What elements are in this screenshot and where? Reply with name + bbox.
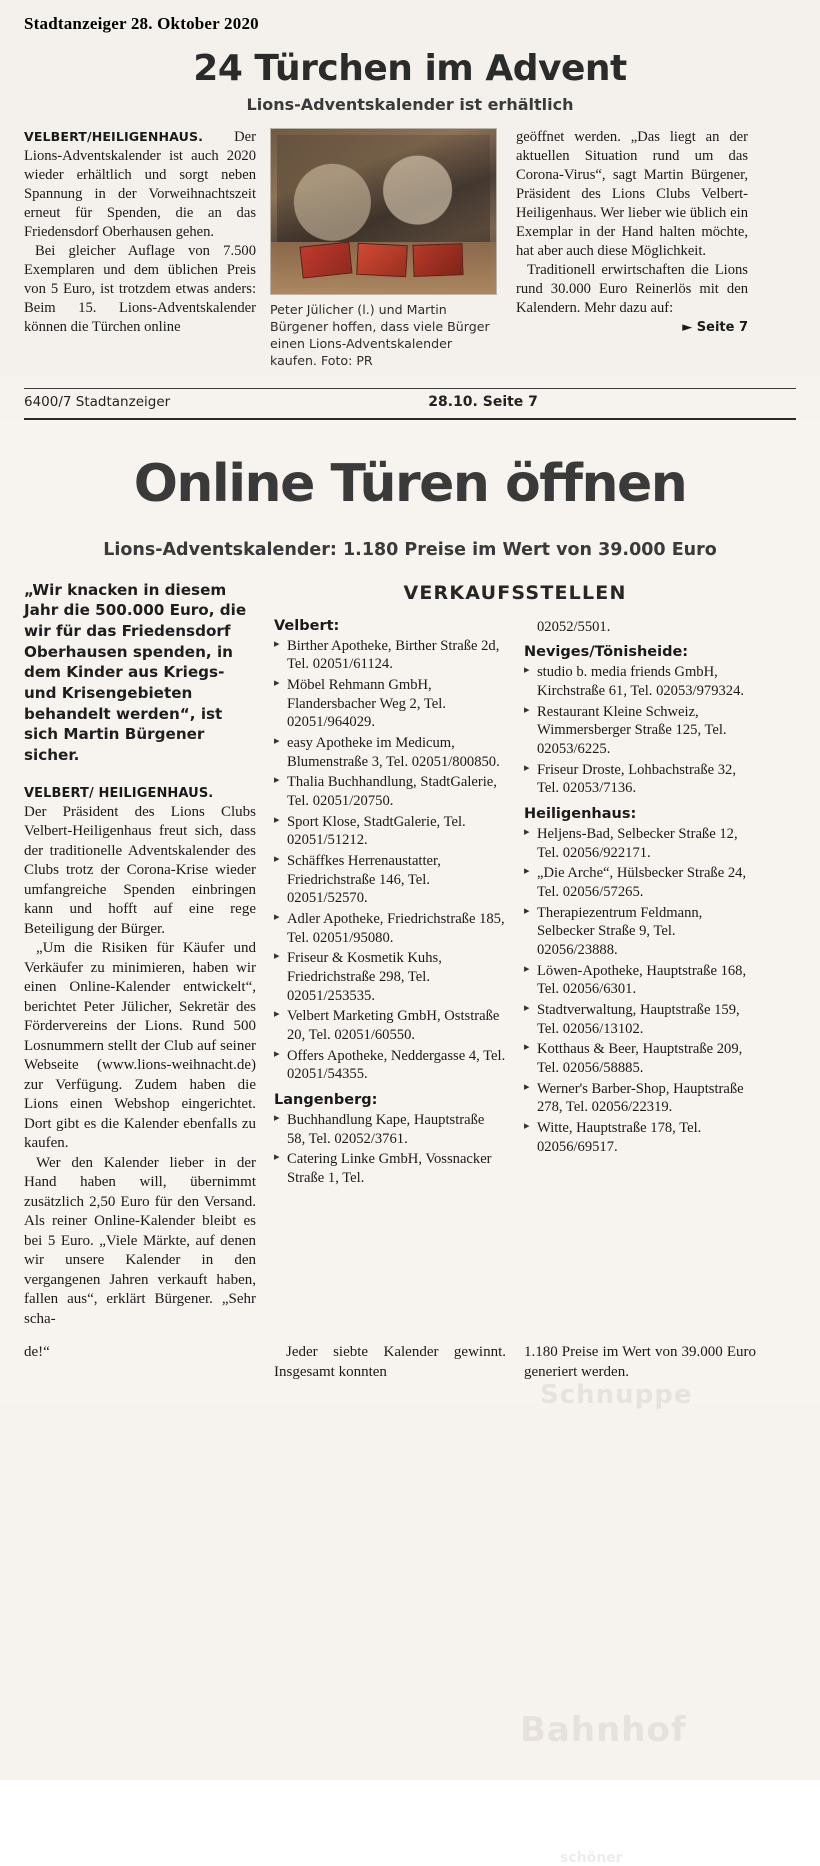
list-item: ▸ Therapiezentrum Feldmann, Selbecker Straße 9, Tel. 02056/23888. bbox=[524, 904, 756, 960]
top-paragraph bbox=[24, 128, 256, 242]
outlet-town-langenberg: Langenberg: bbox=[274, 1091, 378, 1108]
list-item: ▸ Werner's Barber-Shop, Hauptstraße 278, Tel. 02056/22319. bbox=[524, 1080, 756, 1117]
ghost-text-2: Bahnhof bbox=[520, 1709, 687, 1750]
list-item: ▸ Witte, Hauptstraße 178, Tel. 02056/69517. bbox=[524, 1119, 756, 1156]
body-paragraph-2: „Um die Risiken für Käufer und Verkäufer zu minimieren, haben wir einen Online-Kalender entwickelt“, berichtet Peter Jülicher, Sekretär des Fördervereins der Lions. Rund 500 Losnummern stellt der Club auf seiner Webseite (www.lions-weihnacht.de) zur Verfügung. Zudem haben die Lions einen Webshop eingerichtet. Dort gibt es die Kalender ebenfalls zu kaufen. bbox=[24, 940, 256, 1152]
article-photo bbox=[270, 128, 497, 295]
continuation-right-text: 1.180 Preise im Wert von 39.000 Euro generiert werden. bbox=[524, 1344, 756, 1380]
continuation-right bbox=[524, 1343, 756, 1382]
list-item: ▸ „Die Arche“, Hülsbecker Straße 24, Tel. 02056/57265. bbox=[524, 864, 756, 901]
top-columns bbox=[24, 128, 796, 370]
outlet-list-neviges bbox=[524, 663, 756, 798]
list-item: ▸ Kotthaus & Beer, Hauptstraße 209, Tel. 02056/58885. bbox=[524, 1040, 756, 1077]
list-item: ▸ Friseur Droste, Lohbachstraße 32, Tel. 02053/7136. bbox=[524, 761, 756, 798]
jump-reference[interactable]: ► Seite 7 bbox=[682, 319, 748, 335]
list-item: ▸ Löwen-Apotheke, Hauptstraße 168, Tel. 02056/6301. bbox=[524, 962, 756, 999]
top-column-1 bbox=[24, 128, 256, 337]
continuation-left-text: de!“ bbox=[24, 1344, 50, 1361]
ghost-text-3: schöner bbox=[560, 1849, 623, 1866]
outlet-continued-phone: 02052/5501. bbox=[537, 618, 611, 635]
list-item: ▸ Thalia Buchhandlung, StadtGalerie, Tel. 02051/20750. bbox=[274, 773, 506, 810]
photo-calendar-c bbox=[412, 243, 463, 277]
list-item: ▸ Restaurant Kleine Schweiz, Wimmersberger Straße 125, Tel. 02053/6225. bbox=[524, 703, 756, 759]
ghost-text-1: Schnuppe bbox=[540, 1379, 693, 1410]
top-subhead: Lions-Adventskalender ist erhältlich bbox=[246, 95, 574, 114]
top-col1-p2: Bei gleicher Auflage von 7.500 Exemplaren und dem üblichen Preis von 5 Euro, ist trotzdem etwas anders: Beim 15. Lions-Adventskalender können die Türchen online bbox=[24, 242, 256, 335]
outlet-list-velbert bbox=[274, 637, 506, 1084]
outlet-town-velbert: Velbert: bbox=[274, 617, 340, 634]
list-item: ▸ Stadtverwaltung, Hauptstraße 159, Tel. 02056/13102. bbox=[524, 1001, 756, 1038]
list-item: ▸ Sport Klose, StadtGalerie, Tel. 02051/51212. bbox=[274, 813, 506, 850]
outlet-column-right bbox=[524, 618, 756, 1190]
outlet-column-left bbox=[274, 618, 506, 1190]
bottom-article bbox=[0, 420, 820, 1866]
folio-left: 6400/7 Stadtanzeiger bbox=[24, 393, 171, 410]
continuation-left bbox=[24, 1343, 256, 1382]
top-column-3 bbox=[516, 128, 748, 337]
photo-credit: Foto: PR bbox=[320, 352, 373, 368]
bottom-headline: Online Türen öffnen bbox=[133, 453, 687, 514]
list-item: ▸ studio b. media friends GmbH, Kirchstraße 61, Tel. 02053/979324. bbox=[524, 663, 756, 700]
continuation-mid bbox=[274, 1343, 506, 1382]
list-item: ▸ Catering Linke GmbH, Vossnacker Straße 1, Tel. bbox=[274, 1150, 506, 1187]
outlets-block bbox=[274, 580, 756, 1190]
pull-quote: „Wir knacken in diesem Jahr die 500.000 Euro, die wir für das Friedensdorf Oberhausen spenden, in dem Kinder aus Kriegs- und Krisengebieten behandelt werden“, ist sich Martin Bürgener sicher. bbox=[24, 580, 247, 764]
list-item: ▸ Birther Apotheke, Birther Straße 2d, Tel. 02051/61124. bbox=[274, 637, 506, 674]
top-col3-p1: geöffnet werden. „Das liegt an der aktuellen Situation rund um das Corona-Virus“, sagt Martin Bürgener, Präsident des Lions Clubs Velbert-Heiligenhaus. Wer lieber wie üblich ein Exemplar in der Hand halten möchte, hat aber auch diese Möglichkeit. bbox=[516, 129, 748, 259]
outlet-list-langenberg bbox=[274, 1111, 506, 1188]
outlet-town-heiligenhaus: Heiligenhaus: bbox=[524, 805, 637, 822]
top-col1-p1: Der Lions-Adventskalender ist auch 2020 wieder erhältlich und sorgt neben Spannung in der Vorweihnachtszeit erneut für Spenden, die an das Friedensdorf Oberhausen gehen. bbox=[24, 129, 256, 240]
caption-text: Peter Jülicher (l.) und Martin Bürgener hoffen, dass viele Bürger einen Lions-Adventskalender kaufen. bbox=[270, 302, 490, 368]
photo-calendar-b bbox=[356, 243, 408, 278]
photo-block bbox=[270, 128, 502, 370]
body-paragraph-1: Der Präsident des Lions Clubs Velbert-Heiligenhaus freut sich, dass der traditionelle Adventskalender des Clubs trotz der Corona-Krise wieder umfangreiche Spenden einbringen kann und hofft auf eine rege Beteiligung der Bürger. bbox=[24, 803, 256, 937]
list-item: ▸ Friseur & Kosmetik Kuhs, Friedrichstraße 298, Tel. 02051/253535. bbox=[274, 949, 506, 1005]
bottom-subhead: Lions-Adventskalender: 1.180 Preise im Wert von 39.000 Euro bbox=[103, 539, 717, 560]
continuation-mid-text: Jeder siebte Kalender gewinnt. Insgesamt konnten bbox=[274, 1344, 506, 1380]
list-item: ▸ Buchhandlung Kape, Hauptstraße 58, Tel. 02052/3761. bbox=[274, 1111, 506, 1148]
dateline: VELBERT/HEILIGENHAUS. bbox=[24, 129, 203, 144]
folio-bar bbox=[0, 389, 820, 418]
bottom-dateline: VELBERT/ HEILIGENHAUS. bbox=[24, 785, 214, 801]
list-item: ▸ Möbel Rehmann GmbH, Flandersbacher Weg 2, Tel. 02051/964029. bbox=[274, 676, 506, 732]
folio-center: 28.10. Seite 7 bbox=[428, 393, 538, 410]
bottom-column-1 bbox=[24, 580, 256, 1330]
list-item: ▸ Schäffkes Herrenaustatter, Friedrichstraße 146, Tel. 02051/52570. bbox=[274, 852, 506, 908]
outlets-title: VERKAUFSSTELLEN bbox=[403, 581, 627, 604]
list-item: ▸ Offers Apotheke, Neddergasse 4, Tel. 02051/54355. bbox=[274, 1047, 506, 1084]
body-paragraph-3: Wer den Kalender lieber in der Hand haben will, übernimmt zusätzlich 2,50 Euro für den Versand. Als reiner Online-Kalender bleibt es bei 5 Euro. „Viele Märkte, auf denen wir unsere Kalender in den vergangenen Jahren verkauft haben, fallen aus“, erklärt Bürgener. „Sehr scha- bbox=[24, 1154, 256, 1327]
photo-calendar-a bbox=[299, 241, 352, 278]
list-item: ▸ Velbert Marketing GmbH, Oststraße 20, Tel. 02051/60550. bbox=[274, 1007, 506, 1044]
bottom-columns bbox=[24, 580, 796, 1330]
outlet-columns bbox=[274, 618, 756, 1190]
list-item: ▸ Adler Apotheke, Friedrichstraße 185, Tel. 02051/95080. bbox=[274, 910, 506, 947]
top-headline: 24 Türchen im Advent bbox=[193, 48, 627, 89]
top-article bbox=[0, 0, 820, 376]
continuation-row bbox=[24, 1343, 796, 1382]
masthead: Stadtanzeiger 28. Oktober 2020 bbox=[24, 14, 259, 33]
outlet-town-neviges: Neviges/Tönisheide: bbox=[524, 644, 689, 661]
list-item: ▸ easy Apotheke im Medicum, Blumenstraße 3, Tel. 02051/800850. bbox=[274, 734, 506, 771]
top-col3-p2: Traditionell erwirtschaften die Lions rund 30.000 Euro Reinerlös mit den Kalendern. Mehr dazu auf: bbox=[516, 261, 748, 316]
bottom-body bbox=[24, 803, 256, 1330]
list-item: ▸ Heljens-Bad, Selbecker Straße 12, Tel. 02056/922171. bbox=[524, 825, 756, 862]
photo-caption bbox=[270, 302, 502, 370]
outlet-list-heiligenhaus bbox=[524, 825, 756, 1156]
